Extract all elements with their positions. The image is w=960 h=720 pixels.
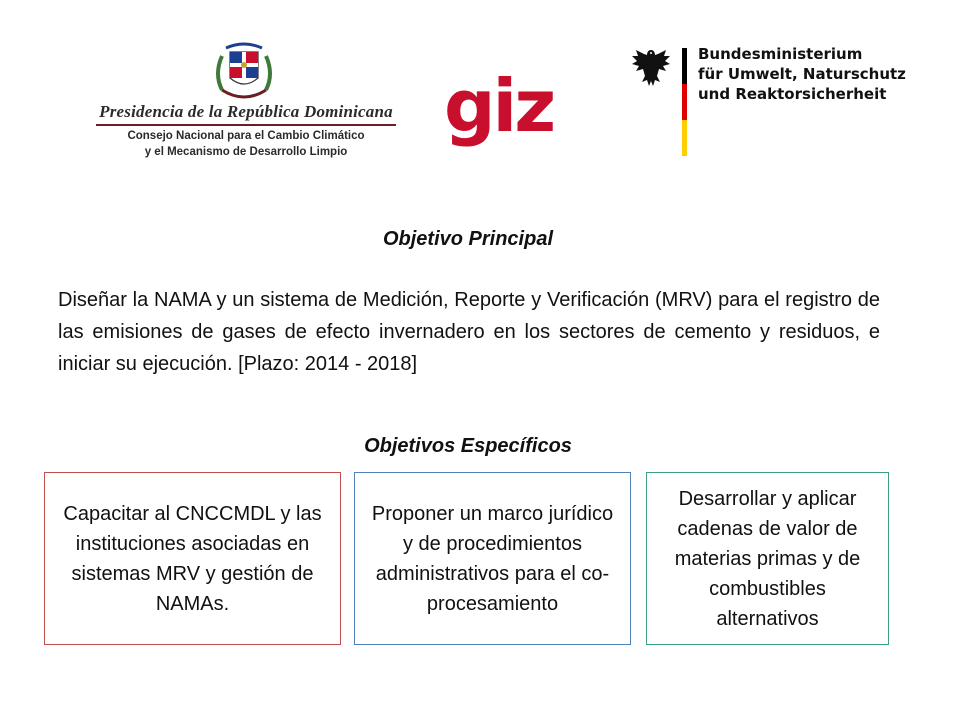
specific-objective-text-2: Proponer un marco jurídico y de procedimientos administrativos para el co-procesamiento [371, 502, 614, 615]
dominican-coat-of-arms-icon [208, 38, 280, 110]
specific-objective-text-1: Capacitar al CNCCMDL y las instituciones asociadas en sistemas MRV y gestión de NAMAs. [63, 502, 322, 615]
specific-objective-box-3 [646, 472, 889, 645]
specific-objective-text-3: Desarrollar y aplicar cadenas de valor de materias primas y de combustibles alternativos [674, 487, 861, 630]
federal-eagle-icon [628, 44, 674, 90]
bmu-logo [628, 42, 906, 158]
presidencia-logo [90, 38, 402, 168]
bmu-name-line2: für Umwelt, Naturschutz [698, 65, 906, 83]
specific-objectives-heading: Objetivos Específicos [364, 435, 572, 457]
specific-objective-box-2 [354, 472, 631, 645]
giz-logo-text: giz [444, 64, 554, 148]
specific-objective-box-1 [44, 472, 341, 645]
bmu-name-line3: und Reaktorsicherheit [698, 85, 887, 103]
presidencia-subtitle-line2: y el Mecanismo de Desarrollo Limpio [144, 146, 348, 158]
presidencia-divider [96, 124, 396, 126]
german-flag-stripe [682, 48, 687, 156]
bmu-name-line1: Bundesministerium [698, 45, 863, 63]
presidencia-title: Presidencia de la República Dominicana [99, 102, 393, 121]
main-objective-heading: Objetivo Principal [382, 228, 554, 250]
bmu-name [698, 44, 906, 104]
presidencia-subtitle-line1: Consejo Nacional para el Cambio Climático [127, 130, 365, 142]
giz-logo [444, 64, 554, 166]
main-objective-text: Diseñar la NAMA y un sistema de Medición, Reporte y Verificación (MRV) para el registro de las emisiones de gases de efecto invernadero en los sectores de cemento y residuos, e iniciar su ejecución. [Plazo: 2014 - 2018] [58, 289, 880, 375]
